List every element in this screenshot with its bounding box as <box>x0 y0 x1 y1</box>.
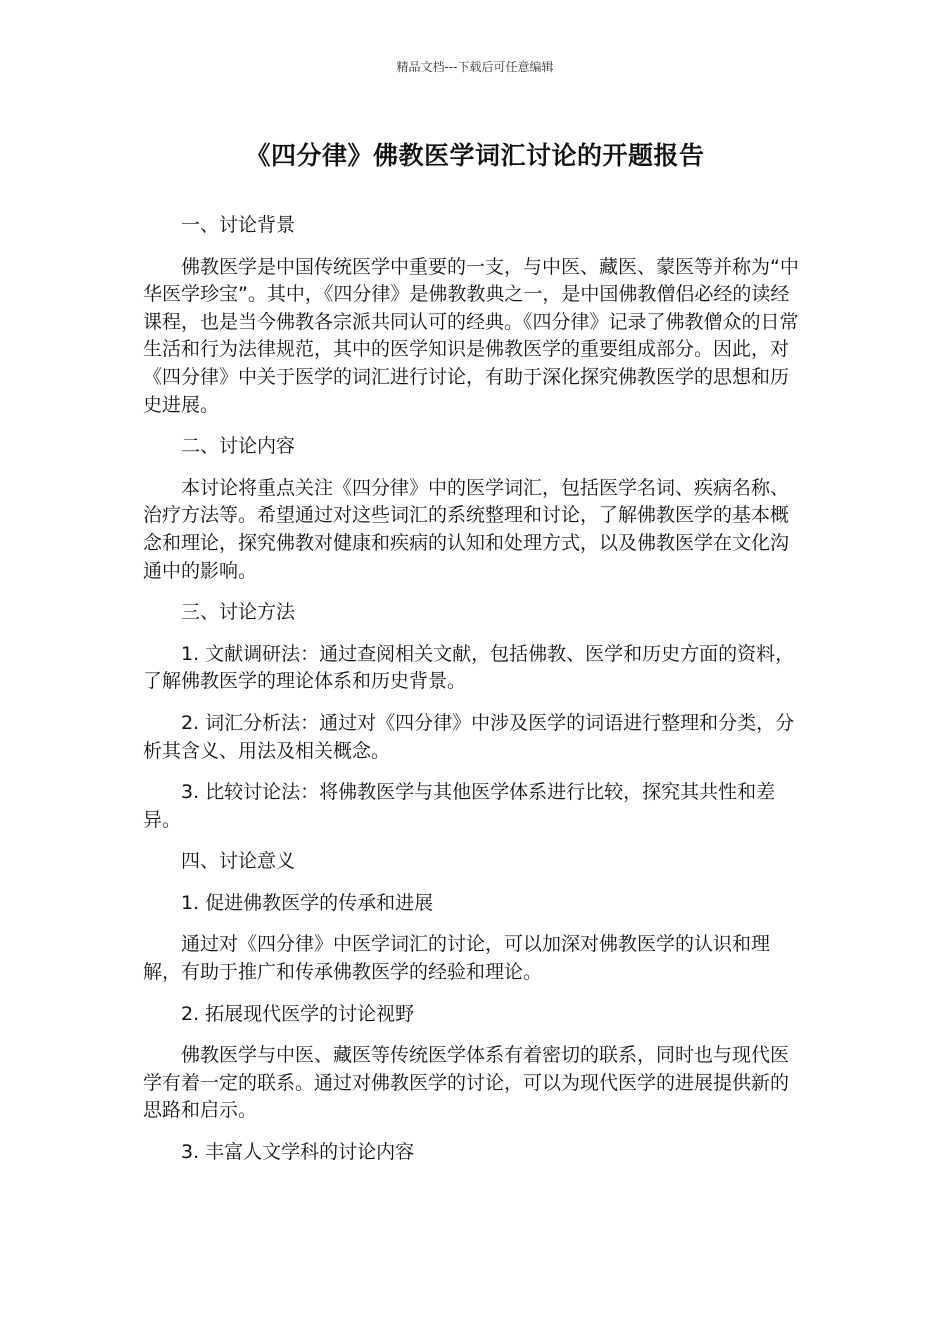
paragraph-content: 本讨论将重点关注《四分律》中的医学词汇，包括医学名词、疾病名称、治疗方法等。希望通过对这些词汇的系统整理和讨论，了解佛教医学的基本概念和理论，探究佛教对健康和疾病的认知和处理方式，以及佛教医学在文化沟通中的影响。 <box>143 476 790 582</box>
method-item-comparison: 3. 比较讨论法：将佛教医学与其他医学体系进行比较，探究其共性和差异。 <box>143 781 776 831</box>
document-body <box>143 212 803 1181</box>
method-item-literature: 1. 文献调研法：通过查阅相关文献，包括佛教、医学和历史方面的资料，了解佛教医学的理论体系和历史背景。 <box>143 642 795 693</box>
header-note: 精品文档---下载后可任意编辑 <box>396 60 554 74</box>
subheading-inheritance: 1. 促进佛教医学的传承和进展 <box>181 891 434 914</box>
paragraph-background: 佛教医学是中国传统医学中重要的一支，与中医、藏医、蒙医等并称为“中华医学珍宝”。其中，《四分律》是佛教教典之一，是中国佛教僧侣必经的读经课程，也是当今佛教各宗派共同认可的经典。《四分律》记录了佛教僧众的日常生活和行为法律规范，其中的医学知识是佛教医学的重要组成部分。因此，对《四分律》中关于医学的词汇进行讨论，有助于深化探究佛教医学的思想和历史进展。 <box>143 255 799 416</box>
subheading-humanities: 3. 丰富人文学科的讨论内容 <box>181 1141 415 1164</box>
section-heading-content: 二、讨论内容 <box>181 435 296 458</box>
document-title: 《四分律》佛教医学词汇讨论的开题报告 <box>245 141 705 170</box>
paragraph-inheritance: 通过对《四分律》中医学词汇的讨论，可以加深对佛教医学的认识和理解，有助于推广和传承佛教医学的经验和理论。 <box>143 933 771 984</box>
subheading-modern-medicine: 2. 拓展现代医学的讨论视野 <box>181 1002 415 1025</box>
section-heading-significance: 四、讨论意义 <box>181 850 296 873</box>
paragraph-modern-medicine: 佛教医学与中医、藏医等传统医学体系有着密切的联系，同时也与现代医学有着一定的联系。通过对佛教医学的讨论，可以为现代医学的进展提供新的思路和启示。 <box>143 1044 790 1122</box>
method-item-vocabulary: 2. 词汇分析法：通过对《四分律》中涉及医学的词语进行整理和分类，分析其含义、用法及相关概念。 <box>143 711 795 762</box>
section-heading-method: 三、讨论方法 <box>181 601 296 624</box>
section-heading-background: 一、讨论背景 <box>181 214 296 236</box>
